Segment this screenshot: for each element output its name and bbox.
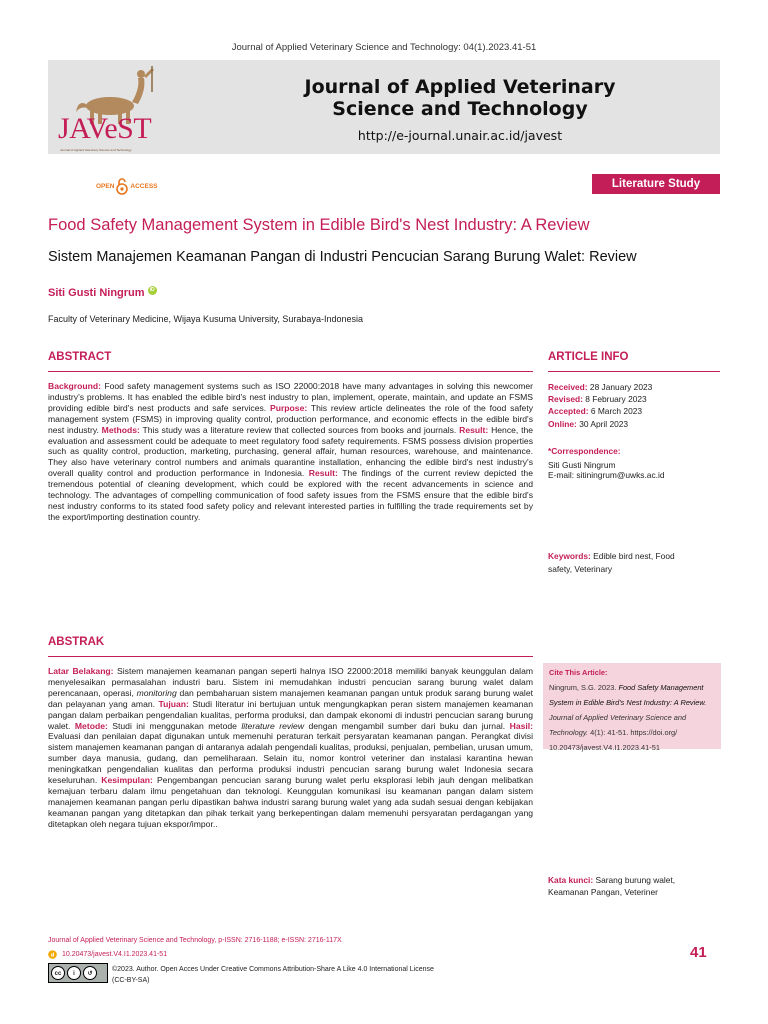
latar-label: Latar Belakang: xyxy=(48,666,114,676)
methods-label: Methods: xyxy=(101,424,140,435)
latar-text-2: dan pembaharuan sistem manajemen keamanan pangan untuk produk sarang burung walet dan pelayanan yang aman. xyxy=(48,687,534,709)
keywords-text: Edible bird nest, Food safety, Veterinary xyxy=(548,551,675,574)
received-date: 28 January 2023 xyxy=(589,382,653,392)
correspondence xyxy=(548,446,720,481)
article-title-indonesian: Sistem Manajemen Keamanan Pangan di Industri Pencucian Sarang Burung Walet: Review xyxy=(48,249,637,265)
received-row xyxy=(548,381,720,393)
hasil-label: Hasil: xyxy=(509,720,534,731)
affiliation: Faculty of Veterinary Medicine, Wijaya Kusuma University, Surabaya-Indonesia xyxy=(48,314,363,324)
tujuan-text: Studi literatur ini bertujuan untuk mengungkapkan peran sistem manajemen keamanan pangan dalam perbaikan pengendalian kualitas, performa produksi, dan dampak ekonomi di industri pencucian sarang burung walet. xyxy=(48,698,533,731)
background-label: Background: xyxy=(48,381,101,391)
kata-kunci-label: Kata kunci: xyxy=(548,875,594,885)
doi-link[interactable]: 10.20473/javest.V4.I1.2023.41-51 xyxy=(62,951,168,958)
kata-kunci xyxy=(548,874,708,898)
metode-italic: literature review xyxy=(241,720,305,731)
license-text xyxy=(112,964,434,986)
cite-details[interactable]: 4(1): 41-51. https://doi.org/ 10.20473/javest.V4.I1.2023.41-51 xyxy=(549,728,678,752)
abstrak-heading: ABSTRAK xyxy=(48,636,105,648)
online-row xyxy=(548,418,720,430)
latar-italic: monitoring xyxy=(136,687,177,698)
svg-text:d: d xyxy=(50,952,55,959)
footer-issn: Journal of Applied Veterinary Science and Technology, p-ISSN: 2716-1188; e-ISSN: 2716-117X xyxy=(48,937,342,944)
tujuan-label: Tujuan: xyxy=(158,698,189,709)
open-access-left-text: OPEN xyxy=(96,182,115,190)
running-head: Journal of Applied Veterinary Science and Technology: 04(1).2023.41-51 xyxy=(231,42,537,53)
background-text: Food safety management systems such as ISO 22000:2018 have many advantages in solving this newcomer industry's problems. It has enabled the edible bird's nest industry to plan, implement, operate, maintain, and update an FSMS providing edible bird's nest products and safe services. xyxy=(48,381,534,413)
kata-kunci-text: Sarang burung walet, Keamanan Pangan, Veteriner xyxy=(548,875,676,897)
cc-by-sa-icon[interactable] xyxy=(48,963,108,983)
correspondence-label: *Correspondence: xyxy=(548,446,621,456)
sa-share-icon: ↺ xyxy=(83,966,97,980)
logo-tagline: Journal of Applied Veterinary Science and Technology xyxy=(60,148,132,152)
orcid-icon[interactable]: iD xyxy=(149,286,155,293)
metode-label: Metode: xyxy=(74,720,108,731)
purpose-text: This review article delineates the role of the food safety management system (FSMS) in improving quality control, production performance, and economic effects in the edible bird's nest industry. xyxy=(48,402,534,435)
cite-authors: Ningrum, S.G. 2023. xyxy=(549,683,617,692)
accepted-row xyxy=(548,405,720,417)
article-type-badge: Literature Study xyxy=(592,174,720,194)
cite-title: Food Safety Management System in Edible Bird's Nest Industry: A Review. xyxy=(549,683,707,707)
abstrak-rule xyxy=(48,656,533,657)
metode-text-2: dengan mengambil sumber dari buku dan jurnal. xyxy=(308,720,506,731)
online-date: 30 April 2023 xyxy=(579,418,629,429)
footer-doi xyxy=(48,950,167,959)
author-line xyxy=(48,287,157,299)
hasil-text: Evaluasi dan penilaian dapat digunakan untuk memenuhi peraturan terkait persyaratan keamanan pangan. Perangkat divisi sistem manajemen keamanan pangan di antaranya adalah pengendali kualitas, produksi, penjualan, pembelian, urusan umum, sumber daya manusia, gudang, dan pemeliharaan. Selain itu, nomor kontrol veteriner dan instalasi karantina hewan meningkatkan pengendalian kualitas dan performa produksi industri pencucian sarang burung walet Indonesia secara keseluruhan. xyxy=(48,731,533,786)
page-number: 41 xyxy=(690,944,707,961)
revised-label: Revised: xyxy=(548,394,583,405)
revised-row xyxy=(548,393,720,405)
journal-title-line1: Journal of Applied Veterinary xyxy=(304,76,616,98)
latar-text-1: Sistem manajemen keamanan pangan seperti halnya ISO 22000:2018 memiliki banyak keunggulan dalam menyelesaikan permasalahan industri baru. Sistem ini memudahkan industri pencucian sarang burung walet dalam perencanaan, operasi, xyxy=(48,666,534,698)
abstrak-body xyxy=(48,666,533,830)
article-dates xyxy=(548,381,720,430)
license-line2: (CC-BY-SA) xyxy=(112,977,150,984)
cite-journal: Journal of Applied Veterinary Science and Technology. xyxy=(549,713,687,737)
open-access-badge xyxy=(96,176,158,196)
journal-title xyxy=(240,76,680,120)
logo-wordmark: JAVeST xyxy=(58,112,152,145)
journal-logo xyxy=(52,66,182,152)
methods-text: This study was a literature review that collected sources from books and journals. xyxy=(142,424,457,435)
author-name: Siti Gusti Ningrum xyxy=(48,287,145,299)
result-label-2: Result: xyxy=(308,468,338,479)
cite-text xyxy=(549,665,721,755)
accepted-date: 6 March 2023 xyxy=(590,406,643,417)
article-title-english: Food Safety Management System in Edible Bird's Nest Industry: A Review xyxy=(48,216,590,234)
keywords xyxy=(548,550,698,576)
kesimpulan-label: Kesimpulan: xyxy=(101,775,153,786)
online-label: Online: xyxy=(548,418,577,429)
received-label: Received: xyxy=(548,382,588,392)
result-text-2: The findings of the current review depicted the tremendous potential of cleaning development, which could be explored with the recent advancements in science and technology. The advantages of compelling communication of food safety issues from the FSMS ensure that the edible bird's nest industry conforms to its stated food safety policy and relevant interested parties in fulfilling the trade requirements set by the export/importing destination country. xyxy=(48,468,533,522)
correspondence-email[interactable]: E-mail: sitiningrum@uwks.ac.id xyxy=(548,470,665,480)
revised-date: 8 February 2023 xyxy=(585,394,647,405)
correspondence-name: Siti Gusti Ningrum xyxy=(548,459,616,470)
by-person-icon: i xyxy=(67,966,81,980)
purpose-label: Purpose: xyxy=(269,402,308,413)
article-info-heading: ARTICLE INFO xyxy=(548,351,629,363)
accepted-label: Accepted: xyxy=(548,406,589,417)
keywords-label: Keywords: xyxy=(548,551,591,561)
result-text: Hence, the evaluation and assessment could be adequate to meet regulatory food safety requirements. FSMS possess division properties such as quality control, production, marketing, purchasing, general affair, human resources, warehouse, and maintenance. They also have veterinary control numbers and animals quarantine installation, enhancing the edible bird's nest industry's overall quality control and production performance in Indonesia. xyxy=(48,424,534,479)
doi-icon xyxy=(48,950,59,959)
journal-url-link[interactable]: http://e-journal.unair.ac.id/javest xyxy=(357,128,563,143)
abstract-rule xyxy=(48,371,533,372)
article-info-rule xyxy=(548,371,720,372)
kesimpulan-text: Pengembangan pencucian sarang burung walet perlu eksplorasi lebih jauh dengan melibatkan kemajuan terbaru dalam ilmu pengetahuan dan teknologi. Keunggulan komunikasi isu keamanan pangan dalam sistem manajemen keamanan pangan perlu dipastikan bahwa industri sarang burung walet yang ada sudah sesuai dengan kebijakan keamanan pangan yang ditetapkan dan pihak terkait yang berkepentingan dalam memenuhi persyaratan perdagangan yang ditetapkan oleh negara tujuan ekspor/impor.. xyxy=(48,775,534,829)
open-access-lock-icon xyxy=(116,177,128,195)
license-line1: ©2023. Author. Open Acces Under Creative Commons Attribution-Share A Like 4.0 International License xyxy=(112,966,434,973)
metode-text-1: Studi ini menggunakan metode xyxy=(112,720,237,731)
cite-label: Cite This Article: xyxy=(549,668,608,677)
open-access-right-text: ACCESS xyxy=(130,182,158,190)
abstract-heading: ABSTRACT xyxy=(48,351,112,363)
result-label: Result: xyxy=(459,424,489,435)
abstract-body xyxy=(48,381,533,523)
cc-circle-icon: cc xyxy=(51,966,65,980)
journal-title-line2: Science and Technology xyxy=(332,98,588,120)
